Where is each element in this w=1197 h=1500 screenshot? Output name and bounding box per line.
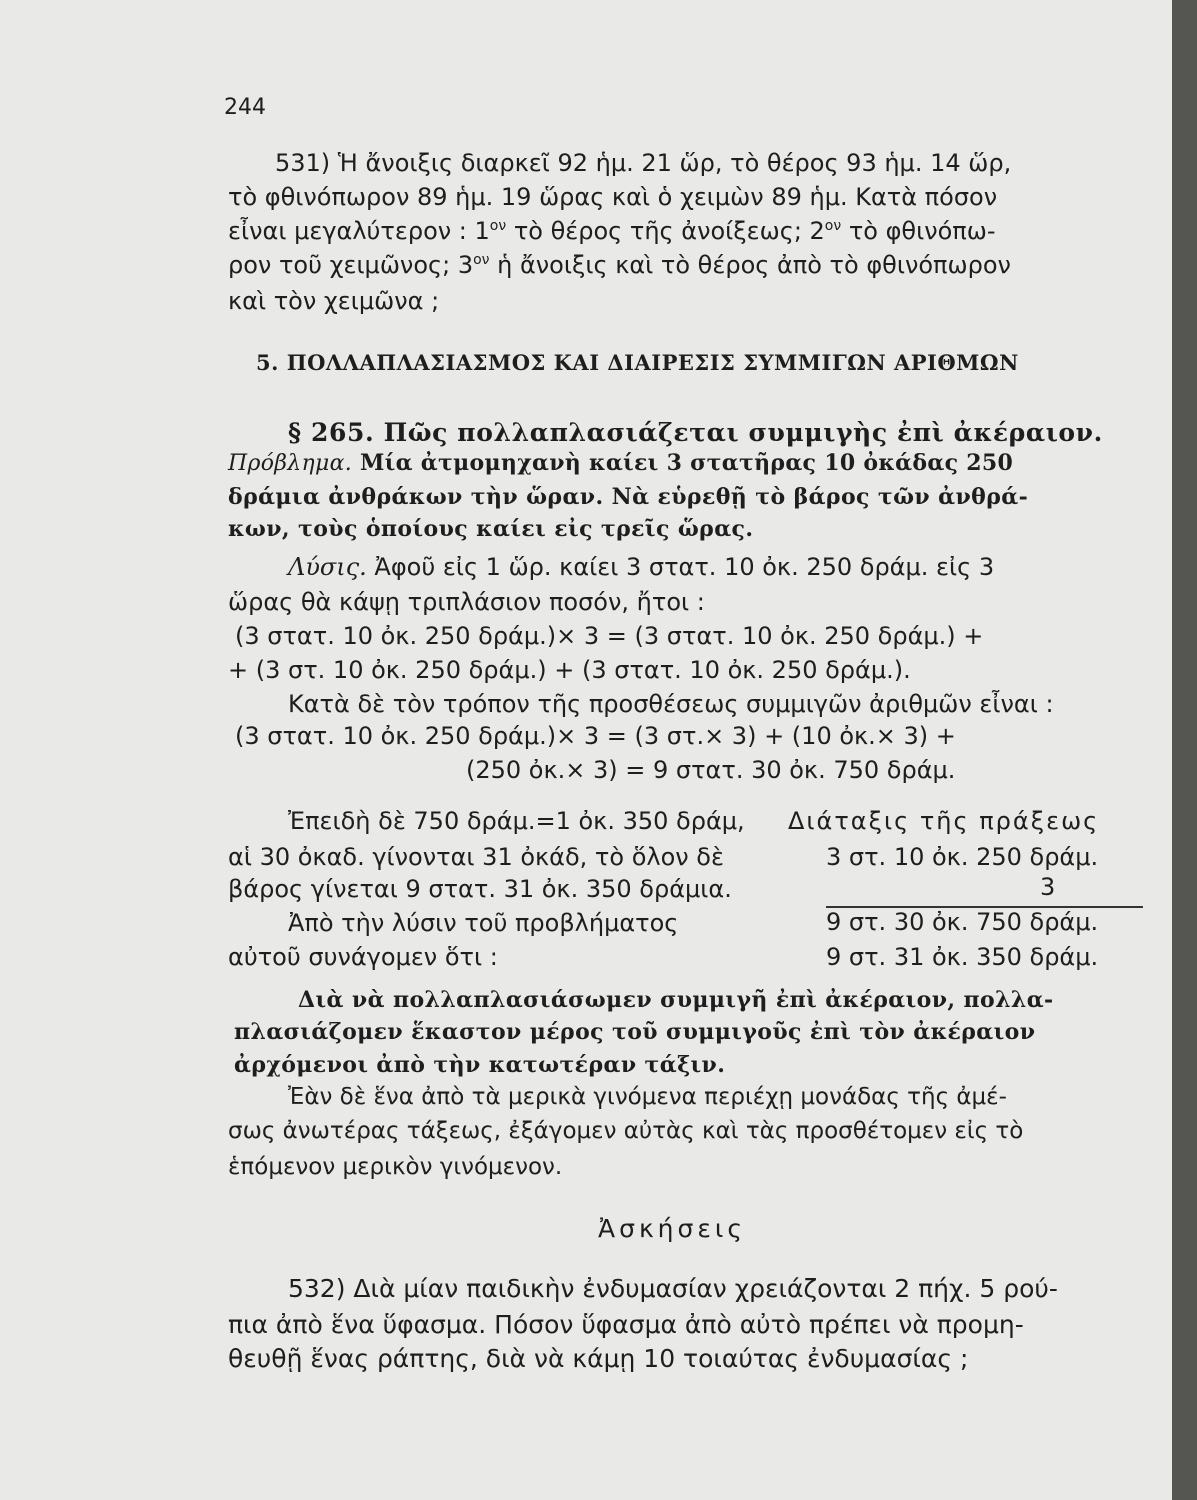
- solution-line-3: (3 στατ. 10 ὀκ. 250 δράμ.)× 3 = (3 στατ. 10 ὀκ. 250 δράμ.) +: [235, 622, 984, 650]
- rule-line-3: ἀρχόμενοι ἀπὸ τὴν κατωτέραν τάξιν.: [234, 1052, 726, 1078]
- arrangement-row-1: 3 στ. 10 ὀκ. 250 δράμ.: [826, 843, 1099, 871]
- solution-line-6: (3 στατ. 10 ὀκ. 250 δράμ.)× 3 = (3 στ.× 3) + (10 ὀκ.× 3) +: [235, 722, 956, 750]
- problem-531-line-3-part-c: τὸ φθινόπω-: [841, 217, 996, 245]
- solution-text-1: Ἀφοῦ εἰς 1 ὥρ. καίει 3 στατ. 10 ὀκ. 250 δράμ. εἰς 3: [366, 553, 995, 581]
- page-number: 244: [224, 95, 266, 120]
- note-line-1: Ἐὰν δὲ ἕνα ἀπὸ τὰ μερικὰ γινόμενα περιέχῃ μονάδας τῆς ἀμέ-: [288, 1084, 1007, 1110]
- problem-statement-line-3: κων, τοὺς ὁποίους καίει εἰς τρεῖς ὥρας.: [228, 516, 754, 542]
- problem-532-line-3: θευθῇ ἕνας ράπτης, διὰ νὰ κάμῃ 10 τοιαύτας ἐνδυμασίας ;: [228, 1344, 969, 1373]
- solution-line-4: + (3 στ. 10 ὀκ. 250 δράμ.) + (3 στατ. 10 ὀκ. 250 δράμ.).: [228, 656, 911, 684]
- problem-531-line-3: [228, 216, 1145, 246]
- explanation-line-1: Ἐπειδὴ δὲ 750 δράμ.=1 ὀκ. 350 δράμ,: [288, 807, 745, 835]
- problem-531-line-3-part-a: εἶναι μεγαλύτερον : 1: [228, 217, 490, 245]
- ordinal-suffix: ον: [824, 218, 842, 234]
- arrangement-row-2: 9 στ. 30 ὀκ. 750 δράμ.: [826, 908, 1099, 936]
- rule-line-1: Διὰ νὰ πολλαπλασιάσωμεν συμμιγῆ ἐπὶ ἀκέραιον, πολλα-: [298, 987, 1054, 1013]
- problem-text-1: Μία ἀτμομηχανὴ καίει 3 στατῆρας 10 ὀκάδας 250: [352, 450, 1014, 476]
- problem-statement-line-2: δράμια ἀνθράκων τὴν ὥραν. Νὰ εὑρεθῇ τὸ βάρος τῶν ἀνθρά-: [228, 484, 1029, 510]
- paragraph-265-title: § 265. Πῶς πολλαπλασιάζεται συμμιγὴς ἐπὶ ἀκέραιον.: [288, 418, 1103, 447]
- problem-532-line-2: πια ἀπὸ ἕνα ὕφασμα. Πόσον ὕφασμα ἀπὸ αὐτὸ πρέπει νὰ προμη-: [228, 1310, 1024, 1339]
- explanation-line-2: αἱ 30 ὀκαδ. γίνονται 31 ὀκάδ, τὸ ὅλον δὲ: [228, 843, 724, 871]
- ordinal-suffix: ον: [489, 218, 507, 234]
- solution-line-1: [288, 552, 994, 582]
- arrangement-heading: Διάταξις τῆς πράξεως: [788, 807, 1100, 835]
- explanation-line-4: Ἀπὸ τὴν λύσιν τοῦ προβλήματος: [288, 909, 679, 937]
- note-line-2: σως ἀνωτέρας τάξεως, ἐξάγομεν αὐτὰς καὶ τὰς προσθέτομεν εἰς τὸ: [228, 1118, 1024, 1144]
- section-heading: 5. ΠΟΛΛΑΠΛΑΣΙΑΣΜΟΣ ΚΑΙ ΔΙΑΙΡΕΣΙΣ ΣΥΜΜΙΓΩΝ ΑΡΙΘΜΩΝ: [256, 350, 1019, 375]
- problem-531-line-3-part-b: τὸ θέρος τῆς ἀνοίξεως; 2: [506, 217, 825, 245]
- problem-statement-line-1: [228, 448, 1013, 479]
- arrangement-row-3: 9 στ. 31 ὀκ. 350 δράμ.: [826, 943, 1099, 971]
- explanation-line-5: αὐτοῦ συνάγομεν ὅτι :: [228, 943, 498, 971]
- solution-line-2: ὥρας θὰ κάψῃ τριπλάσιον ποσόν, ἤτοι :: [228, 588, 705, 616]
- problem-531-line-5: καὶ τὸν χειμῶνα ;: [228, 287, 440, 315]
- problem-531-line-1: 531) Ἡ ἄνοιξις διαρκεῖ 92 ἡμ. 21 ὥρ, τὸ θέρος 93 ἡμ. 14 ὥρ,: [275, 149, 1012, 177]
- explanation-line-3: βάρος γίνεται 9 στατ. 31 ὀκ. 350 δράμια.: [228, 875, 732, 903]
- page-edge: [1172, 0, 1197, 1500]
- problem-531-line-4-part-b: ἡ ἄνοιξις καὶ τὸ θέρος ἀπὸ τὸ φθινόπωρον: [489, 251, 1011, 279]
- exercises-heading: Ἀσκήσεις: [598, 1214, 747, 1243]
- problem-531-line-4-part-a: ρον τοῦ χειμῶνος; 3: [228, 251, 474, 279]
- problem-531-line-4: [228, 250, 1145, 280]
- problem-532-line-1: 532) Διὰ μίαν παιδικὴν ἐνδυμασίαν χρειάζονται 2 πήχ. 5 ρού-: [288, 1274, 1058, 1303]
- note-line-3: ἑπόμενον μερικὸν γινόμενον.: [228, 1154, 563, 1180]
- ordinal-suffix: ον: [473, 252, 490, 268]
- solution-label: Λύσις.: [288, 553, 367, 581]
- solution-line-5: Κατὰ δὲ τὸν τρόπον τῆς προσθέσεως συμμιγῶν ἀριθμῶν εἶναι :: [288, 690, 1054, 718]
- solution-line-7: (250 ὀκ.× 3) = 9 στατ. 30 ὀκ. 750 δράμ.: [466, 756, 956, 784]
- problem-label: Πρόβλημα.: [228, 451, 353, 476]
- rule-line-2: πλασιάζομεν ἕκαστον μέρος τοῦ συμμιγοῦς ἐπὶ τὸν ἀκέραιον: [234, 1019, 1036, 1045]
- arrangement-multiplier: 3: [1040, 873, 1056, 901]
- problem-531-line-2: τὸ φθινόπωρον 89 ἡμ. 19 ὥρας καὶ ὁ χειμὼν 89 ἡμ. Κατὰ πόσον: [228, 183, 998, 211]
